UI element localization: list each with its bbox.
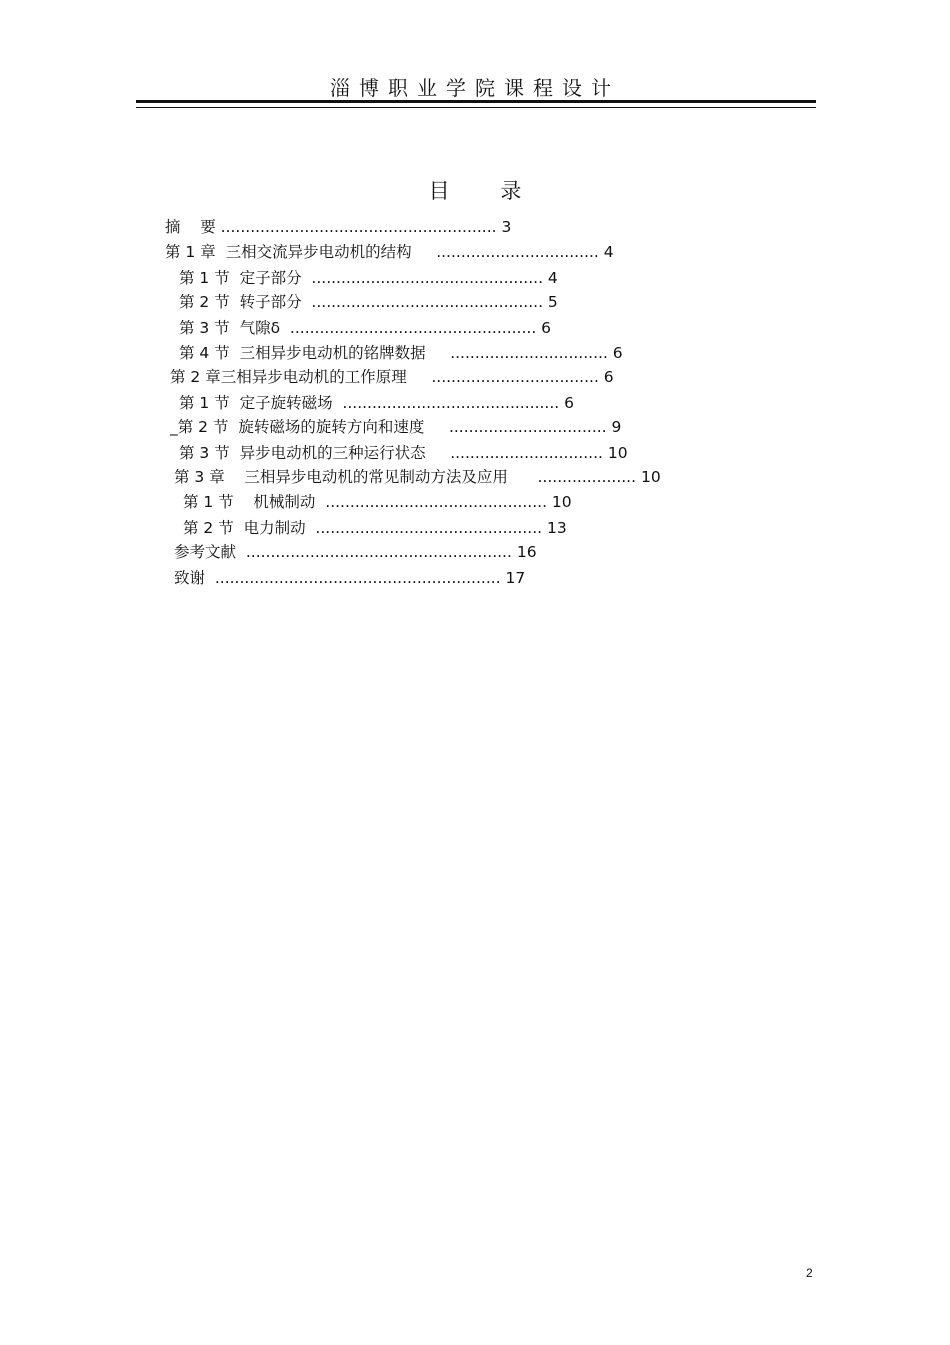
toc-entry-chapter-1-section-4: 第 4 节 三相异步电动机的铭牌数据 ................................ 6 <box>179 344 623 362</box>
toc-entry-chapter-2-section-3: 第 3 节 异步电动机的三种运行状态 ............................... 10 <box>179 444 628 462</box>
header-rule-thin <box>136 107 816 108</box>
header-rule-thick <box>136 100 816 103</box>
toc-entry-chapter-2: 第 2 章三相异步电动机的工作原理 .................................. 6 <box>170 368 614 386</box>
toc-entry-chapter-2-section-2: _第 2 节 旋转磁场的旋转方向和速度 ................................ 9 <box>170 418 622 436</box>
document-header-title: 淄博职业学院课程设计 <box>330 76 620 100</box>
toc-entry-chapter-1-section-3: 第 3 节 气隙δ .................................................. 6 <box>179 319 552 337</box>
toc-entry-acknowledgements: 致谢 .......................................................... 17 <box>174 569 526 587</box>
toc-entry-abstract: 摘 要 ........................................................ 3 <box>165 218 512 236</box>
toc-entry-chapter-1: 第 1 章 三相交流异步电动机的结构 ................................. 4 <box>165 243 614 261</box>
toc-heading: 目 录 <box>428 179 544 203</box>
toc-entry-chapter-1-section-2: 第 2 节 转子部分 ............................................... 5 <box>179 293 558 311</box>
toc-entry-references: 参考文献 ...................................................... 16 <box>174 543 537 561</box>
toc-entry-chapter-2-section-1: 第 1 节 定子旋转磁场 ............................................ 6 <box>179 394 575 412</box>
page-number: 2 <box>806 1266 813 1280</box>
toc-entry-chapter-3-section-2: 第 2 节 电力制动 .............................................. 13 <box>183 519 567 537</box>
toc-entry-chapter-1-section-1: 第 1 节 定子部分 ............................................... 4 <box>179 269 558 287</box>
toc-entry-chapter-3: 第 3 章 三相异步电动机的常见制动方法及应用 .................... 10 <box>174 468 661 486</box>
toc-entry-chapter-3-section-1: 第 1 节 机械制动 ............................................. 10 <box>183 493 572 511</box>
